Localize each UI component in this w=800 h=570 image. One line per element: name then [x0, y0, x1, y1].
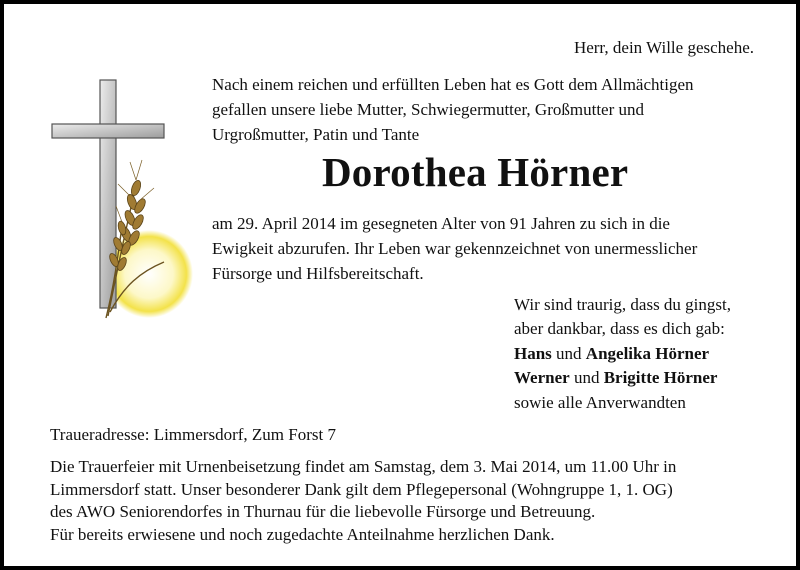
- passing-line: Ewigkeit abzurufen. Ihr Leben war gekennzeichnet von unermesslicher: [212, 239, 698, 258]
- family-connector: und: [573, 368, 600, 388]
- intro-text: [212, 72, 782, 147]
- family-line: sowie alle Anverwandten: [514, 392, 686, 412]
- passing-text: [212, 211, 782, 286]
- passing-line: Fürsorge und Hilfsbereitschaft.: [212, 264, 424, 283]
- family-line: [514, 366, 717, 390]
- verse-line: aber dankbar, dass es dich gab:: [514, 319, 725, 339]
- motto: Herr, dein Wille geschehe.: [573, 38, 754, 57]
- intro-line: Urgroßmutter, Patin und Tante: [212, 125, 420, 144]
- family-name: Werner: [514, 368, 570, 388]
- intro-line: Nach einem reichen und erfüllten Leben hat es Gott dem Allmächtigen: [212, 75, 694, 94]
- intro-line: gefallen unsere liebe Mutter, Schwiegermutter, Großmutter und: [212, 100, 644, 119]
- verse: [514, 293, 731, 342]
- family-connector: und: [556, 344, 582, 363]
- passing-line: am 29. April 2014 im gesegneten Alter von 91 Jahren zu sich in die: [212, 214, 670, 233]
- family-name: Brigitte Hörner: [603, 368, 718, 388]
- service-text: [50, 456, 790, 546]
- family-signatures: [514, 342, 717, 415]
- family-line: [514, 342, 717, 366]
- family-name: Hans: [514, 344, 552, 363]
- family-name: Angelika Hörner: [585, 344, 710, 363]
- service-line: des AWO Seniorendorfes in Thurnau für die liebevolle Fürsorge und Betreuung.: [50, 502, 596, 522]
- service-line: Für bereits erwiesene und noch zugedachte Anteilnahme herzlichen Dank.: [50, 524, 555, 544]
- service-line: Die Trauerfeier mit Urnenbeisetzung findet am Samstag, dem 3. Mai 2014, um 11.00 Uhr in: [50, 457, 677, 476]
- service-line: Limmersdorf statt. Unser besonderer Dank gilt dem Pflegepersonal (Wohngruppe 1, 1. OG): [50, 479, 673, 499]
- cross-with-wheat-and-sun-icon: [44, 76, 204, 356]
- verse-line: Wir sind traurig, dass du gingst,: [514, 295, 731, 314]
- deceased-name: Dorothea Hörner: [322, 149, 629, 195]
- mourning-address: Traueradresse: Limmersdorf, Zum Forst 7: [50, 425, 336, 444]
